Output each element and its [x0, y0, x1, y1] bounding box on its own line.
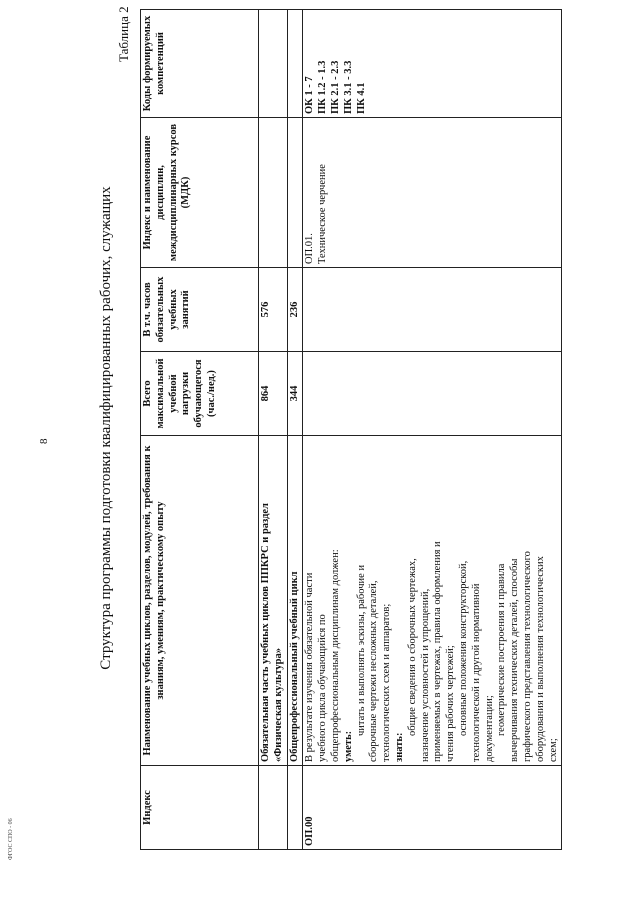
content-line: оборудования и выполнения технологических — [534, 556, 546, 762]
cell-op00-content — [303, 436, 562, 766]
cell-mandatory-name: Обязательная часть учебных циклов ППКРС и раздел «Физическая культура» — [259, 436, 288, 766]
table-row-mandatory — [259, 10, 288, 850]
header-incl: В т.ч. часов обязательных учебных занятий — [141, 268, 259, 352]
content-line: общепрофессиональным дисциплинам должен: — [329, 549, 341, 762]
competency-code: ПК 3.1 - 3.3 — [342, 60, 354, 114]
cell-mandatory-mdk — [259, 118, 288, 268]
content-line: схем; — [547, 738, 559, 762]
table-row-general — [287, 10, 303, 850]
cell-general-name: Общепрофессиональный учебный цикл — [287, 436, 303, 766]
cell-general-index — [287, 766, 303, 850]
cell-general-codes — [287, 10, 303, 118]
competency-code: ПК 1.2 - 1.3 — [317, 60, 329, 114]
competency-code: ПК 4.1 — [355, 82, 367, 114]
competency-code: ОК 1 - 7 — [304, 76, 316, 114]
content-line: читать и выполнять эскизы, рабочие и — [355, 564, 367, 736]
content-line: технологических схем и аппаратов; — [381, 603, 393, 762]
cell-op00-incl — [303, 268, 562, 352]
page-title: Структура программы подготовки квалифицированных рабочих, служащих — [98, 186, 114, 670]
cell-general-mdk — [287, 118, 303, 268]
header-codes: Коды формируемых компетенций — [141, 10, 259, 118]
header-row — [141, 10, 259, 850]
content-line: технологической и другой нормативной — [470, 583, 482, 762]
content-line: применяемых в чертежах, правила оформления и — [432, 541, 444, 762]
content-line: документации; — [483, 695, 495, 762]
content-line-knowledge-heading: знать: — [393, 732, 405, 762]
content-line: основные положения конструкторской, — [457, 560, 469, 736]
content-line-skills-heading: уметь: — [342, 730, 354, 762]
header-total: Всего максимальной учебной нагрузки обучающегося (час./нед.) — [141, 352, 259, 436]
cell-index-empty — [259, 766, 288, 850]
table-row-op00 — [303, 10, 562, 850]
content-line: графического представления технологического — [521, 551, 533, 762]
cell-mandatory-total: 864 — [259, 352, 288, 436]
cell-op00-mdk — [303, 118, 562, 268]
curriculum-table-wrapper — [140, 10, 580, 850]
header-index: Индекс — [141, 766, 259, 850]
mdk-index: ОП.01. — [304, 233, 316, 264]
content-line: геометрические построения и правила — [496, 563, 508, 736]
header-name: Наименование учебных циклов, разделов, модулей, требования к знаниям, умениям, практическому опыту — [141, 436, 259, 766]
content-line: В результате изучения обязательной части — [304, 572, 316, 762]
cell-op00-index: ОП.00 — [303, 766, 562, 850]
table-label: Таблица 2 — [116, 6, 131, 62]
content-line: вычерчивания технических деталей, способы — [509, 558, 521, 762]
content-line: назначение условностей и упрощений, — [419, 588, 431, 762]
header-mdk: Индекс и наименование дисциплин, междисциплинарных курсов (МДК) — [141, 118, 259, 268]
cell-mandatory-incl: 576 — [259, 268, 288, 352]
curriculum-table — [140, 9, 562, 850]
content-line: учебного цикла обучающийся по — [317, 614, 329, 762]
competency-code: ПК 2.1 - 2.3 — [329, 60, 341, 114]
mdk-name: Техническое черчение — [317, 164, 329, 264]
footer-code: ФГОС СПО - 06 — [8, 818, 14, 860]
cell-op00-codes — [303, 10, 562, 118]
cell-general-total: 344 — [287, 352, 303, 436]
cell-op00-total — [303, 352, 562, 436]
cell-general-incl: 236 — [287, 268, 303, 352]
content-line: чтения рабочих чертежей; — [445, 645, 457, 762]
content-line: общие сведения о сборочных чертежах, — [406, 558, 418, 736]
page-number: 8 — [38, 438, 50, 444]
content-line: сборочные чертежи несложных деталей, — [368, 580, 380, 762]
cell-mandatory-codes — [259, 10, 288, 118]
